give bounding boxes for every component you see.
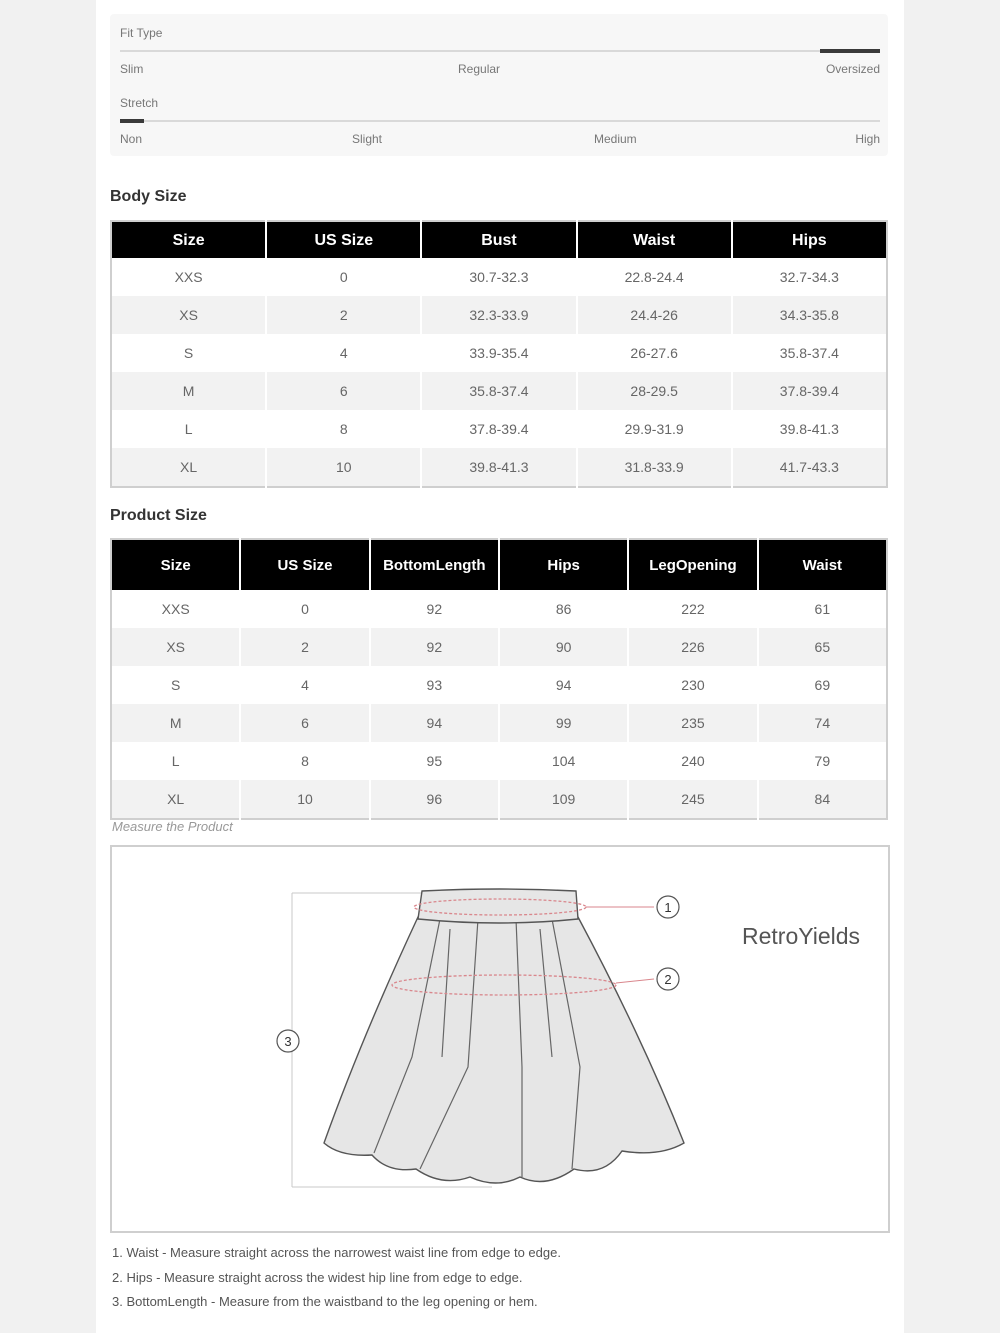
column-header: US Size — [240, 539, 369, 590]
table-cell: 8 — [266, 410, 421, 448]
table-cell: 93 — [370, 666, 499, 704]
marker-1 — [657, 896, 679, 918]
marker-3-label: 3 — [284, 1034, 292, 1049]
table-cell: 235 — [628, 704, 757, 742]
table-cell: 6 — [266, 372, 421, 410]
table-cell: 22.8-24.4 — [577, 258, 732, 296]
marker-3 — [277, 1030, 299, 1052]
table-row — [111, 666, 887, 704]
skirt-waistband — [418, 889, 578, 923]
product-size-title: Product Size — [110, 507, 207, 524]
fit-type-indicator — [820, 49, 880, 53]
table-cell: 109 — [499, 780, 628, 819]
fit-stretch-panel — [110, 14, 888, 156]
table-cell: 4 — [240, 666, 369, 704]
table-cell: 6 — [240, 704, 369, 742]
table-cell: 0 — [240, 590, 369, 628]
stretch-indicator — [120, 119, 144, 123]
table-cell: 65 — [758, 628, 887, 666]
table-row — [111, 742, 887, 780]
table-cell: 29.9-31.9 — [577, 410, 732, 448]
table-cell: 34.3-35.8 — [732, 296, 887, 334]
marker-2 — [657, 968, 679, 990]
table-cell: 0 — [266, 258, 421, 296]
fit-type-track — [120, 50, 880, 52]
table-header-row — [111, 539, 887, 590]
table-cell: 79 — [758, 742, 887, 780]
table-cell: 8 — [240, 742, 369, 780]
skirt-illustration — [112, 847, 888, 1231]
column-header: Hips — [732, 221, 887, 258]
stretch-label-high: High — [855, 132, 880, 146]
table-cell: 39.8-41.3 — [421, 448, 576, 487]
column-header: Bust — [421, 221, 576, 258]
column-header: LegOpening — [628, 539, 757, 590]
column-header: Size — [111, 221, 266, 258]
table-cell: XS — [111, 628, 240, 666]
table-cell: 37.8-39.4 — [732, 372, 887, 410]
stretch-label-non: Non — [120, 132, 143, 146]
table-cell: XL — [111, 448, 266, 487]
table-cell: M — [111, 372, 266, 410]
fit-type-label-regular: Regular — [458, 62, 501, 76]
column-header: Hips — [499, 539, 628, 590]
table-cell: 10 — [240, 780, 369, 819]
fit-type-label-oversized: Oversized — [825, 62, 880, 76]
table-cell: S — [111, 334, 266, 372]
table-cell: 74 — [758, 704, 887, 742]
table-cell: 99 — [499, 704, 628, 742]
table-row — [111, 628, 887, 666]
body-size-title: Body Size — [110, 188, 187, 205]
table-cell: 31.8-33.9 — [577, 448, 732, 487]
fit-type-title: Fit Type — [120, 26, 163, 40]
table-cell: 104 — [499, 742, 628, 780]
table-cell: 32.7-34.3 — [732, 258, 887, 296]
table-cell: XL — [111, 780, 240, 819]
column-header: BottomLength — [370, 539, 499, 590]
measure-caption: Measure the Product — [112, 819, 233, 834]
stretch-label-medium: Medium — [594, 132, 637, 146]
table-row — [111, 448, 887, 487]
stretch-track — [120, 120, 880, 122]
table-row — [111, 410, 887, 448]
table-cell: XXS — [111, 590, 240, 628]
table-cell: 226 — [628, 628, 757, 666]
table-cell: 222 — [628, 590, 757, 628]
table-cell: 92 — [370, 590, 499, 628]
fit-type-label-slim: Slim — [120, 62, 144, 76]
table-cell: 92 — [370, 628, 499, 666]
note-waist: 1. Waist - Measure straight across the narrowest waist line from edge to edge. — [112, 1245, 561, 1260]
table-row — [111, 296, 887, 334]
table-cell: L — [111, 410, 266, 448]
table-row — [111, 258, 887, 296]
table-cell: 35.8-37.4 — [732, 334, 887, 372]
table-cell: S — [111, 666, 240, 704]
table-cell: 245 — [628, 780, 757, 819]
table-cell: 26-27.6 — [577, 334, 732, 372]
table-cell: 2 — [240, 628, 369, 666]
column-header: Size — [111, 539, 240, 590]
measure-diagram — [110, 845, 890, 1233]
table-cell: 86 — [499, 590, 628, 628]
table-cell: 240 — [628, 742, 757, 780]
table-cell: 94 — [370, 704, 499, 742]
stretch-label-slight: Slight — [352, 132, 383, 146]
table-cell: 84 — [758, 780, 887, 819]
table-cell: 41.7-43.3 — [732, 448, 887, 487]
table-cell: 69 — [758, 666, 887, 704]
marker-2-label: 2 — [664, 972, 672, 987]
table-cell: 2 — [266, 296, 421, 334]
table-cell: 95 — [370, 742, 499, 780]
table-cell: 24.4-26 — [577, 296, 732, 334]
table-cell: XS — [111, 296, 266, 334]
column-header: US Size — [266, 221, 421, 258]
table-row — [111, 334, 887, 372]
watermark-text: RetroYields — [742, 923, 861, 949]
table-header-row — [111, 221, 887, 258]
product-size-table — [110, 538, 888, 820]
table-row — [111, 372, 887, 410]
table-cell: 4 — [266, 334, 421, 372]
column-header: Waist — [758, 539, 887, 590]
table-cell: 28-29.5 — [577, 372, 732, 410]
table-cell: L — [111, 742, 240, 780]
note-hips: 2. Hips - Measure straight across the widest hip line from edge to edge. — [112, 1270, 523, 1285]
table-cell: 37.8-39.4 — [421, 410, 576, 448]
table-cell: 33.9-35.4 — [421, 334, 576, 372]
marker-1-label: 1 — [664, 900, 672, 915]
table-cell: 96 — [370, 780, 499, 819]
table-cell: 35.8-37.4 — [421, 372, 576, 410]
table-row — [111, 704, 887, 742]
table-cell: 61 — [758, 590, 887, 628]
table-cell: 94 — [499, 666, 628, 704]
body-size-table — [110, 220, 888, 488]
table-row — [111, 780, 887, 819]
column-header: Waist — [577, 221, 732, 258]
table-cell: XXS — [111, 258, 266, 296]
size-guide-page — [96, 0, 904, 1333]
table-cell: 30.7-32.3 — [421, 258, 576, 296]
table-cell: 32.3-33.9 — [421, 296, 576, 334]
stretch-title: Stretch — [120, 96, 159, 110]
note-bottom-length: 3. BottomLength - Measure from the waistband to the leg opening or hem. — [112, 1294, 538, 1309]
table-row — [111, 590, 887, 628]
table-cell: 230 — [628, 666, 757, 704]
table-cell: 10 — [266, 448, 421, 487]
table-cell: M — [111, 704, 240, 742]
table-cell: 39.8-41.3 — [732, 410, 887, 448]
table-cell: 90 — [499, 628, 628, 666]
